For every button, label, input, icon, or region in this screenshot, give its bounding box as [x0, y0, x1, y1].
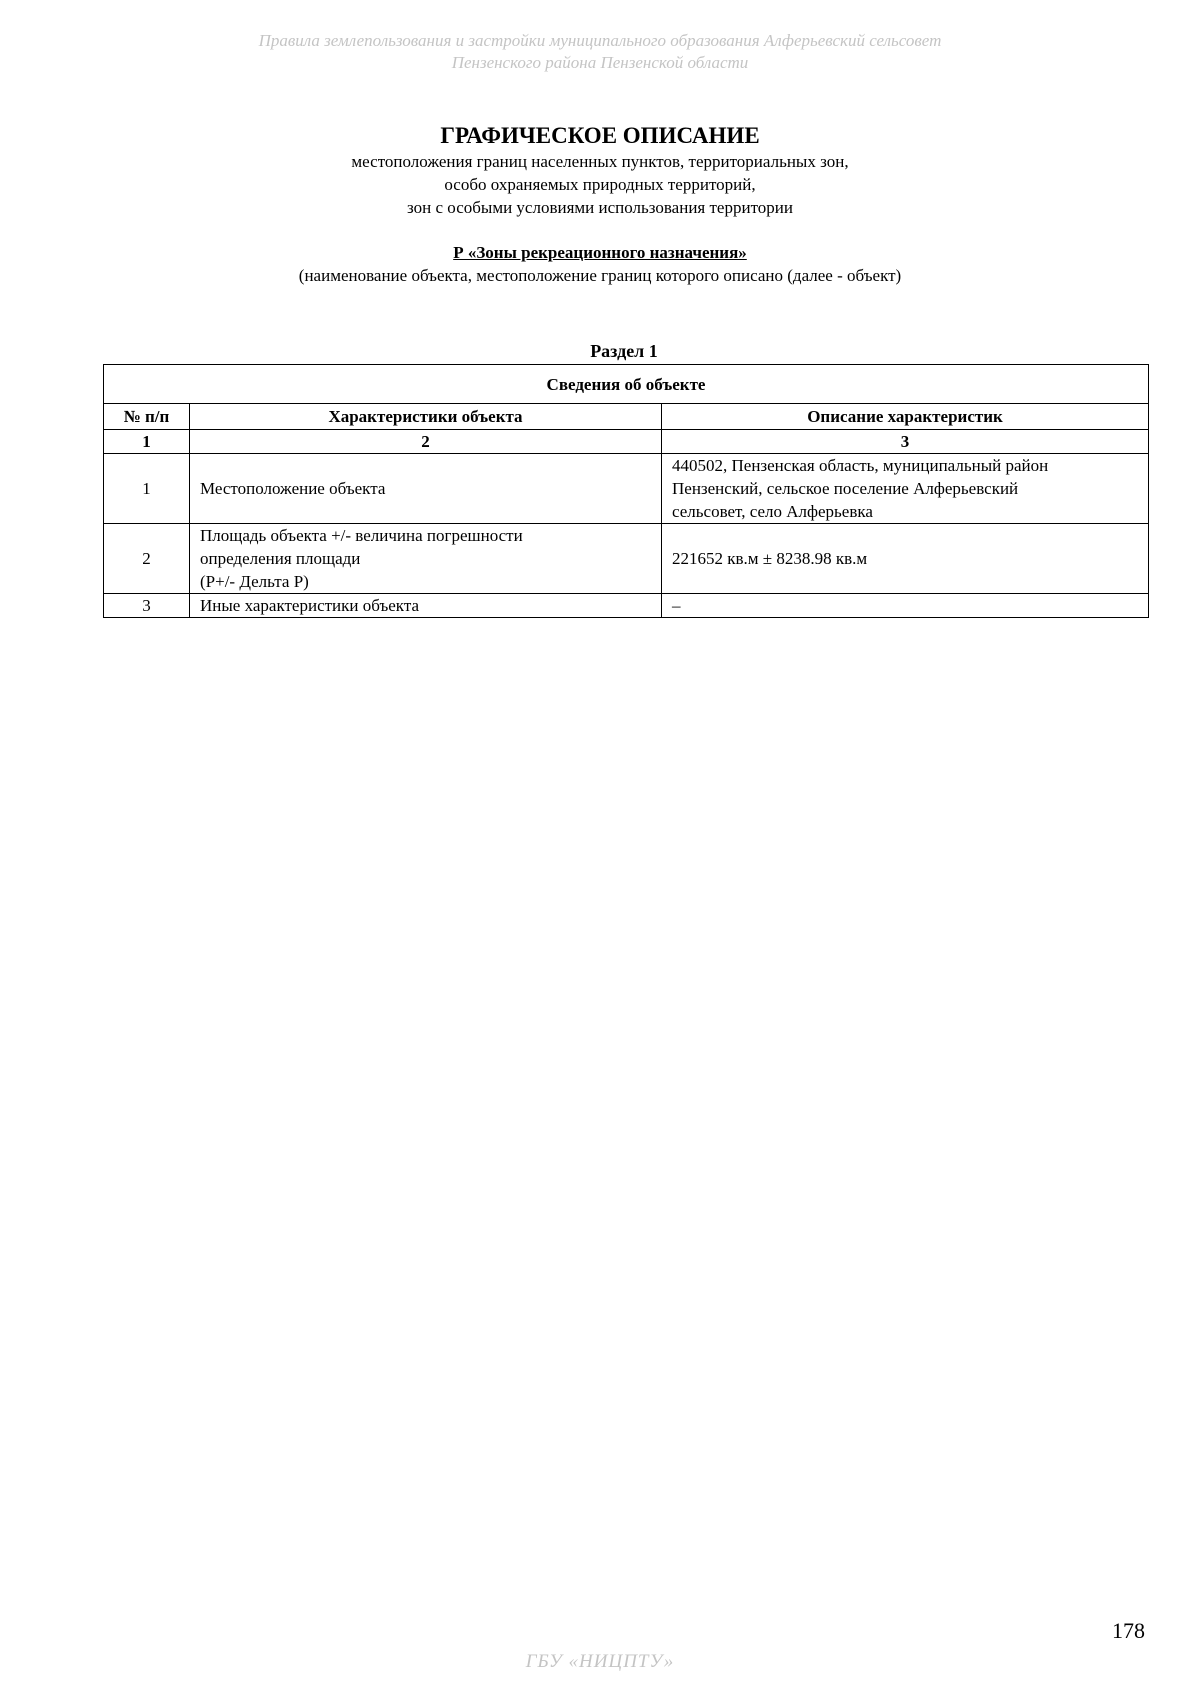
table-row [104, 594, 1149, 618]
row-characteristic [190, 594, 662, 618]
row-characteristic [190, 524, 662, 594]
header-line-1: Правила землепользования и застройки муниципального образования Алферьевский сельсовет [258, 31, 942, 50]
object-block [0, 242, 1200, 287]
document-title: ГРАФИЧЕСКОЕ ОПИСАНИЕ [440, 123, 760, 148]
description-line: – [672, 596, 681, 615]
row-description [662, 594, 1149, 618]
title-block [0, 122, 1200, 219]
object-info-table [103, 364, 1149, 618]
column-number-1: 1 [104, 430, 190, 454]
characteristic-line: (Р+/- Дельта Р) [200, 572, 309, 591]
document-subtitle-line-2: особо охраняемых природных территорий, [444, 175, 756, 194]
table-header-row [104, 404, 1149, 430]
document-subtitle-line-1: местоположения границ населенных пунктов, территориальных зон, [351, 152, 849, 171]
row-characteristic [190, 454, 662, 524]
characteristic-line: определения площади [200, 549, 361, 568]
description-line: 440502, Пензенская область, муниципальный район [672, 456, 1049, 475]
table-row [104, 524, 1149, 594]
table-column-numbers-row [104, 430, 1149, 454]
running-footer: ГБУ «НИЦПТУ» [525, 1651, 675, 1672]
row-number: 1 [104, 454, 190, 524]
row-description [662, 454, 1149, 524]
description-line: Пензенский, сельское поселение Алферьевский [672, 479, 1019, 498]
row-number: 2 [104, 524, 190, 594]
running-header [0, 30, 1200, 74]
column-number-3: 3 [662, 430, 1149, 454]
document-subtitle-line-3: зон с особыми условиями использования территории [407, 198, 793, 217]
characteristic-line: Площадь объекта +/- величина погрешности [200, 526, 523, 545]
table-caption: Сведения об объекте [104, 365, 1149, 404]
characteristic-line: Иные характеристики объекта [200, 596, 420, 615]
page-number: 178 [1112, 1618, 1145, 1643]
row-description [662, 524, 1149, 594]
column-header-characteristic: Характеристики объекта [190, 404, 662, 430]
table-caption-row [104, 365, 1149, 404]
column-header-number: № п/п [104, 404, 190, 430]
column-header-description: Описание характеристик [662, 404, 1149, 430]
description-line: сельсовет, село Алферьевка [672, 502, 873, 521]
object-caption: (наименование объекта, местоположение границ которого описано (далее - объект) [298, 266, 902, 285]
header-line-2: Пензенского района Пензенской области [451, 53, 749, 72]
table-row [104, 454, 1149, 524]
object-name: Р «Зоны рекреационного назначения» [453, 243, 747, 262]
column-number-2: 2 [190, 430, 662, 454]
description-line: 221652 кв.м ± 8238.98 кв.м [672, 549, 868, 568]
row-number: 3 [104, 594, 190, 618]
characteristic-line: Местоположение объекта [200, 479, 386, 498]
section-title: Раздел 1 [590, 341, 658, 361]
